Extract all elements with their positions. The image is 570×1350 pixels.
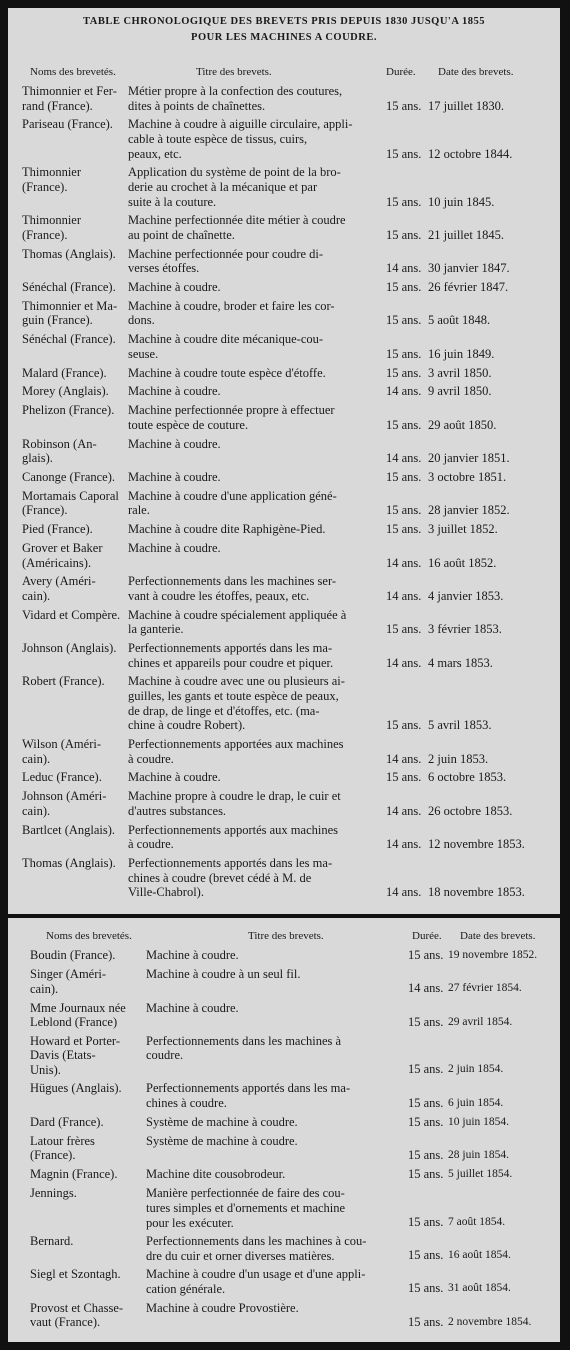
- patent-duration: 15 ans.: [386, 622, 422, 637]
- patent-title: [128, 522, 386, 537]
- patentee-name-line: (France).: [22, 227, 68, 242]
- patent-title: [146, 1001, 406, 1016]
- patent-title-line: Machine à coudre à aiguille circulaire, appli-: [128, 117, 353, 132]
- patent-duration: 15 ans.: [386, 313, 422, 328]
- patentee-name-line: cain).: [22, 803, 51, 818]
- patent-duration: 15 ans.: [408, 948, 444, 962]
- patentee-name-line: Bernard.: [30, 1233, 74, 1248]
- patentee-name-line: Boudin (France).: [30, 948, 116, 962]
- patent-date: 3 octobre 1851.: [428, 470, 507, 484]
- patent-date: 26 octobre 1853.: [428, 803, 513, 818]
- patent-title-line: Perfectionnements apportés dans les ma-: [146, 1081, 351, 1096]
- patentee-name-line: guin (France).: [22, 313, 93, 328]
- patent-title-line: cation générale.: [146, 1281, 226, 1296]
- patent-date: 2 juin 1854.: [448, 1063, 504, 1076]
- patent-title-line: derie au crochet à la mécanique et par: [128, 179, 318, 194]
- patentee-name-line: Siegl et Szontagh.: [30, 1267, 121, 1282]
- patent-title: [128, 574, 386, 603]
- patent-duration: 15 ans.: [408, 1314, 444, 1329]
- patentee-name: [22, 470, 130, 485]
- patent-duration: 15 ans.: [386, 346, 422, 361]
- patentee-name-line: Wilson (Améri-: [22, 737, 101, 752]
- patentee-name: [22, 674, 130, 689]
- patent-title: [128, 437, 386, 452]
- patent-date: 29 avril 1854.: [448, 1015, 513, 1028]
- patent-duration: 15 ans.: [386, 718, 422, 733]
- patent-date: 2 novembre 1854.: [448, 1315, 532, 1328]
- patentee-name-line: Johnson (Améri-: [22, 789, 107, 804]
- patentee-name-line: Latour frères: [30, 1133, 95, 1148]
- patent-title-line: Ville-Chabrol).: [128, 885, 204, 900]
- patent-title: [146, 1115, 406, 1130]
- patent-title: [128, 280, 386, 295]
- patentee-name: [22, 608, 130, 623]
- patent-title-line: coudre.: [146, 1048, 184, 1063]
- patent-title: [128, 674, 386, 732]
- patent-duration: 14 ans.: [386, 555, 422, 570]
- patent-date: 5 juillet 1854.: [448, 1168, 513, 1181]
- patent-title-line: Perfectionnements apportés aux machines: [128, 822, 338, 837]
- patent-duration: 15 ans.: [386, 227, 422, 242]
- patent-title-line: cable à toute espèce de tissus, cuirs,: [128, 131, 308, 146]
- patent-title: [146, 1081, 406, 1110]
- patent-duration: 14 ans.: [386, 655, 422, 670]
- patent-duration: 15 ans.: [408, 1214, 444, 1229]
- patent-title-line: Perfectionnements dans les machines à cou-: [146, 1233, 367, 1248]
- patent-title: [128, 165, 386, 209]
- patent-title-line: suite à la couture.: [128, 194, 217, 209]
- patent-title: [146, 1301, 406, 1316]
- patent-title-line: Machine à coudre spécialement appliquée à: [128, 607, 347, 622]
- patent-date: 30 janvier 1847.: [428, 261, 510, 276]
- patent-duration: 14 ans.: [386, 588, 422, 603]
- patent-title-line: tures simples et d'ornements et machine: [146, 1200, 346, 1215]
- patent-title-line: pour les exécuter.: [146, 1215, 234, 1230]
- patent-title: [128, 384, 386, 399]
- patent-title-line: Manière perfectionnée de faire des cou-: [146, 1186, 345, 1201]
- patentee-name-line: Dard (France).: [30, 1114, 104, 1129]
- patentee-name-line: (France).: [30, 1148, 76, 1163]
- patentee-name-line: Mortamais Caporal: [22, 488, 119, 503]
- patentee-name-line: Unis).: [30, 1063, 61, 1078]
- patent-title-line: dons.: [128, 313, 155, 328]
- patentee-name-line: Malard (France).: [22, 365, 107, 380]
- patent-title: [128, 247, 386, 276]
- patent-date: 3 avril 1850.: [428, 365, 492, 380]
- patentee-name-line: Grover et Baker: [22, 540, 103, 555]
- patent-title: [128, 470, 386, 485]
- patentee-name: [22, 213, 130, 242]
- patent-date: 28 juin 1854.: [448, 1149, 510, 1162]
- patent-title-line: d'autres substances.: [128, 803, 227, 818]
- patentee-name: [22, 332, 130, 347]
- patent-title-line: chines à coudre (brevet cédé à M. de: [128, 870, 312, 885]
- patent-title-line: Machine à coudre d'un usage et d'une appli-: [146, 1267, 366, 1282]
- patentee-name: [30, 1115, 148, 1130]
- patentee-name-line: cain).: [22, 588, 51, 603]
- patentee-name-line: Robinson (An-: [22, 436, 97, 451]
- header-name: Noms des brevetés.: [30, 66, 116, 78]
- patent-title-line: Système de machine à coudre.: [146, 1114, 298, 1129]
- page-bottom: [8, 918, 560, 1342]
- header-date: Date des brevets.: [438, 66, 514, 78]
- patentee-name: [22, 522, 130, 537]
- patent-title-line: dites à points de chaînettes.: [128, 98, 266, 113]
- patent-title-line: Machine perfectionnée propre à effectuer: [128, 403, 335, 418]
- patentee-name-line: Singer (Améri-: [30, 967, 107, 982]
- patentee-name-line: cain).: [22, 751, 51, 766]
- patent-title-line: au point de chaînette.: [128, 227, 235, 242]
- patent-title-line: toute espèce de couture.: [128, 417, 249, 432]
- patent-date: 28 janvier 1852.: [428, 503, 510, 518]
- patent-date: 31 août 1854.: [448, 1282, 511, 1295]
- patent-title: [128, 789, 386, 818]
- patent-title-line: Machine perfectionnée pour coudre di-: [128, 246, 324, 261]
- patent-duration: 15 ans.: [386, 503, 422, 518]
- patentee-name: [22, 280, 130, 295]
- patentee-name-line: (France).: [22, 179, 68, 194]
- patent-title-line: Machine à coudre.: [146, 948, 239, 962]
- header-titre: Titre des brevets.: [248, 930, 324, 942]
- patent-title-line: Machine à coudre dite mécanique-cou-: [128, 332, 324, 347]
- patent-date: 29 août 1850.: [428, 417, 497, 432]
- patentee-name: [30, 1167, 148, 1182]
- patent-title-line: guilles, les gants et toute espèce de peaux,: [128, 689, 339, 704]
- patent-date: 6 juin 1854.: [448, 1096, 504, 1109]
- patentee-name: [30, 1134, 148, 1163]
- patent-title-line: Machine à coudre.: [128, 384, 221, 399]
- patent-title: [128, 117, 386, 161]
- patentee-name: [22, 541, 130, 570]
- patent-duration: 15 ans.: [386, 146, 422, 161]
- patentee-name: [22, 117, 130, 132]
- patent-title-line: Machine à coudre.: [128, 470, 221, 484]
- patent-date: 9 avril 1850.: [428, 384, 492, 399]
- patent-title: [128, 403, 386, 432]
- patent-title-line: vant à coudre les étoffes, peaux, etc.: [128, 588, 310, 603]
- patent-date: 16 juin 1849.: [428, 346, 495, 361]
- patent-date: 12 novembre 1853.: [428, 837, 525, 852]
- patent-duration: 15 ans.: [408, 1148, 444, 1163]
- patentee-name: [30, 1034, 148, 1078]
- patentee-name: [30, 1234, 148, 1249]
- patent-duration: 14 ans.: [386, 751, 422, 766]
- patent-title-line: Machine dite cousobrodeur.: [146, 1167, 286, 1182]
- table-title-line2: POUR LES MACHINES A COUDRE.: [191, 32, 377, 43]
- patent-title-line: la ganterie.: [128, 622, 184, 637]
- patent-duration: 15 ans.: [386, 98, 422, 113]
- patent-date: 16 août 1854.: [448, 1249, 511, 1262]
- patent-duration: 14 ans.: [386, 451, 422, 466]
- patent-title-line: peaux, etc.: [128, 146, 182, 161]
- patent-title: [128, 541, 386, 556]
- patentee-name: [30, 1301, 148, 1330]
- patent-title: [128, 332, 386, 361]
- patent-title: [128, 366, 386, 381]
- header-date: Date des brevets.: [460, 930, 536, 942]
- patentee-name: [22, 789, 130, 818]
- patent-date: 12 octobre 1844.: [428, 146, 513, 161]
- patent-date: 21 juillet 1845.: [428, 227, 505, 242]
- patent-title-line: à coudre.: [128, 837, 174, 852]
- patentee-name: [22, 366, 130, 381]
- patent-date: 10 juin 1854.: [448, 1115, 510, 1128]
- patentee-name-line: Thimonnier et Fer-: [22, 84, 117, 98]
- patent-title-line: Machine à coudre toute espèce d'étoffe.: [128, 365, 326, 380]
- patent-title-line: seuse.: [128, 346, 159, 361]
- patent-title-line: Machine à coudre à un seul fil.: [146, 967, 301, 982]
- patentee-name-line: Avery (Améri-: [22, 574, 96, 589]
- patentee-name: [22, 403, 130, 418]
- patentee-name: [22, 437, 130, 466]
- patentee-name-line: Pied (France).: [22, 522, 93, 537]
- patentee-name: [22, 165, 130, 194]
- patent-title: [146, 1134, 406, 1149]
- patentee-name-line: Pariseau (France).: [22, 117, 113, 132]
- patent-duration: 15 ans.: [408, 1014, 444, 1029]
- patent-title-line: de drap, de linge et d'étoffes, etc. (ma-: [128, 703, 320, 718]
- patent-duration: 15 ans.: [386, 522, 422, 537]
- patentee-name-line: Leduc (France).: [22, 770, 102, 785]
- patent-title-line: Machine à coudre d'une application géné-: [128, 488, 337, 503]
- patentee-name-line: rand (France).: [22, 98, 93, 113]
- patent-date: 20 janvier 1851.: [428, 451, 510, 466]
- patent-duration: 15 ans.: [386, 470, 422, 484]
- patent-duration: 14 ans.: [386, 885, 422, 900]
- patent-title: [146, 1186, 406, 1230]
- patent-title-line: Machine à coudre.: [128, 770, 221, 785]
- patentee-name-line: (Américains).: [22, 555, 92, 570]
- patentee-name-line: Johnson (Anglais).: [22, 641, 117, 656]
- patent-title: [146, 948, 406, 963]
- patentee-name: [30, 1081, 148, 1096]
- patent-title: [128, 823, 386, 852]
- header-name: Noms des brevetés.: [46, 930, 132, 942]
- patentee-name-line: Sénéchal (France).: [22, 332, 116, 347]
- patent-date: 4 mars 1853.: [428, 655, 493, 670]
- patent-title: [128, 299, 386, 328]
- patentee-name-line: Jennings.: [30, 1186, 77, 1201]
- patent-duration: 15 ans.: [408, 1167, 444, 1182]
- patentee-name-line: Provost et Chasse-: [30, 1300, 124, 1315]
- patent-duration: 15 ans.: [408, 1114, 444, 1129]
- patentee-name: [30, 948, 148, 963]
- patentee-name: [30, 967, 148, 996]
- patent-date: 17 juillet 1830.: [428, 98, 505, 113]
- patent-title: [146, 1167, 406, 1182]
- patent-title-line: Machine à coudre.: [128, 436, 221, 451]
- patentee-name: [22, 823, 130, 838]
- patent-duration: 15 ans.: [408, 1281, 444, 1296]
- patentee-name-line: Mme Journaux née: [30, 1000, 126, 1015]
- patent-title: [128, 213, 386, 242]
- patentee-name-line: Thomas (Anglais).: [22, 246, 116, 261]
- patentee-name: [22, 84, 130, 113]
- patentee-name-line: Robert (France).: [22, 674, 105, 689]
- patentee-name-line: Thimonnier et Ma-: [22, 298, 118, 313]
- patent-title-line: Machine à coudre dite Raphigène-Pied.: [128, 522, 326, 537]
- header-duree: Durée.: [412, 930, 442, 942]
- patent-date: 7 août 1854.: [448, 1215, 506, 1228]
- patent-title: [146, 1234, 406, 1263]
- patent-title-line: verses étoffes.: [128, 261, 200, 276]
- page-top: [8, 8, 560, 914]
- patent-date: 4 janvier 1853.: [428, 588, 504, 603]
- patent-date: 10 juin 1845.: [428, 194, 495, 209]
- patent-title-line: Métier propre à la confection des coutures,: [128, 84, 343, 98]
- patent-duration: 15 ans.: [408, 1095, 444, 1110]
- patentee-name: [30, 1267, 148, 1282]
- patent-duration: 14 ans.: [386, 803, 422, 818]
- patent-duration: 15 ans.: [386, 194, 422, 209]
- patent-duration: 15 ans.: [386, 280, 422, 295]
- patent-date: 3 février 1853.: [428, 622, 502, 637]
- patent-duration: 14 ans.: [408, 981, 444, 996]
- patent-title-line: Perfectionnements dans les machines à: [146, 1033, 342, 1048]
- patentee-name-line: cain).: [30, 981, 59, 996]
- header-duree: Durée.: [386, 66, 416, 78]
- patent-title-line: chines et appareils pour coudre et piquer.: [128, 655, 334, 670]
- patent-title-line: Perfectionnements dans les machines ser-: [128, 574, 337, 589]
- patent-duration: 14 ans.: [386, 384, 422, 399]
- patent-title-line: Machine à coudre Provostière.: [146, 1300, 299, 1315]
- patent-title: [128, 737, 386, 766]
- patent-title-line: Perfectionnements apportés dans les ma-: [128, 641, 333, 656]
- patent-title-line: Machine à coudre avec une ou plusieurs ai-: [128, 674, 345, 689]
- patentee-name-line: Hügues (Anglais).: [30, 1081, 122, 1096]
- patent-title-line: Machine à coudre.: [128, 280, 221, 295]
- patentee-name-line: Canonge (France).: [22, 470, 116, 484]
- patent-date: 2 juin 1853.: [428, 751, 489, 766]
- patent-title: [146, 1267, 406, 1296]
- patent-duration: 15 ans.: [386, 417, 422, 432]
- patentee-name-line: Thomas (Anglais).: [22, 856, 116, 871]
- patentee-name-line: Leblond (France): [30, 1015, 118, 1030]
- patent-date: 18 novembre 1853.: [428, 885, 525, 900]
- patent-title-line: Machine à coudre.: [146, 1000, 239, 1015]
- patent-title: [146, 967, 406, 982]
- patent-title: [128, 856, 386, 900]
- patentee-name-line: Phelizon (France).: [22, 403, 115, 418]
- patentee-name: [22, 770, 130, 785]
- patent-duration: 15 ans.: [386, 770, 422, 785]
- patent-title: [128, 641, 386, 670]
- patentee-name-line: Thimonnier: [22, 213, 82, 228]
- patent-title: [128, 608, 386, 637]
- patentee-name-line: Bartlcet (Anglais).: [22, 822, 116, 837]
- patent-duration: 14 ans.: [386, 261, 422, 276]
- patent-title-line: Système de machine à coudre.: [146, 1133, 298, 1148]
- patent-date: 5 avril 1853.: [428, 718, 492, 733]
- patentee-name-line: Davis (Etats-: [30, 1048, 96, 1063]
- patentee-name: [22, 574, 130, 603]
- patent-title-line: Machine perfectionnée dite métier à coudre: [128, 213, 346, 228]
- patent-title-line: Perfectionnements apportées aux machines: [128, 737, 344, 752]
- patent-title-line: chine à coudre Robert).: [128, 718, 246, 733]
- table-title-line1: TABLE CHRONOLOGIQUE DES BREVETS PRIS DEPUIS 1830 JUSQU'A 1855: [83, 16, 485, 27]
- patentee-name: [22, 641, 130, 656]
- patentee-name-line: Vidard et Compère.: [22, 607, 121, 622]
- patentee-name: [30, 1186, 148, 1201]
- patentee-name-line: (France).: [22, 503, 68, 518]
- patent-date: 6 octobre 1853.: [428, 770, 507, 785]
- patent-title-line: Application du système de point de la bro-: [128, 165, 341, 180]
- patent-title-line: Machine à coudre.: [128, 540, 221, 555]
- patent-duration: 15 ans.: [386, 365, 422, 380]
- patent-title-line: à coudre.: [128, 751, 174, 766]
- patent-duration: 14 ans.: [386, 837, 422, 852]
- patentee-name: [22, 384, 130, 399]
- patent-date: 16 août 1852.: [428, 555, 497, 570]
- patentee-name-line: Magnin (France).: [30, 1167, 118, 1182]
- patentee-name: [22, 856, 130, 871]
- patent-date: 26 février 1847.: [428, 280, 509, 295]
- header-titre: Titre des brevets.: [196, 66, 272, 78]
- patent-title-line: dre du cuir et orner diverses matières.: [146, 1248, 335, 1263]
- patentee-name: [22, 489, 130, 518]
- patent-title-line: rale.: [128, 503, 150, 518]
- patent-title: [146, 1034, 406, 1063]
- patent-title-line: Machine à coudre, broder et faire les cor-: [128, 298, 335, 313]
- patent-date: 19 novembre 1852.: [448, 949, 538, 961]
- patentee-name-line: glais).: [22, 451, 53, 466]
- patentee-name-line: Howard et Porter-: [30, 1033, 120, 1048]
- patentee-name: [22, 737, 130, 766]
- patent-title-line: chines à coudre.: [146, 1095, 227, 1110]
- patent-title-line: Perfectionnements apportés dans les ma-: [128, 856, 333, 871]
- patentee-name: [30, 1001, 148, 1030]
- patent-duration: 15 ans.: [408, 1062, 444, 1077]
- patent-title: [128, 489, 386, 518]
- patentee-name: [22, 247, 130, 262]
- patent-date: 27 février 1854.: [448, 982, 522, 995]
- patentee-name: [22, 299, 130, 328]
- patent-date: 5 août 1848.: [428, 313, 491, 328]
- patent-title: [128, 770, 386, 785]
- patentee-name-line: Sénéchal (France).: [22, 280, 116, 295]
- patentee-name-line: Thimonnier: [22, 165, 82, 180]
- patentee-name-line: Morey (Anglais).: [22, 384, 109, 399]
- patent-duration: 15 ans.: [408, 1248, 444, 1263]
- patent-date: 3 juillet 1852.: [428, 522, 498, 537]
- patentee-name-line: vaut (France).: [30, 1315, 101, 1330]
- patent-title-line: Machine propre à coudre le drap, le cuir et: [128, 789, 341, 804]
- patent-title: [128, 84, 386, 113]
